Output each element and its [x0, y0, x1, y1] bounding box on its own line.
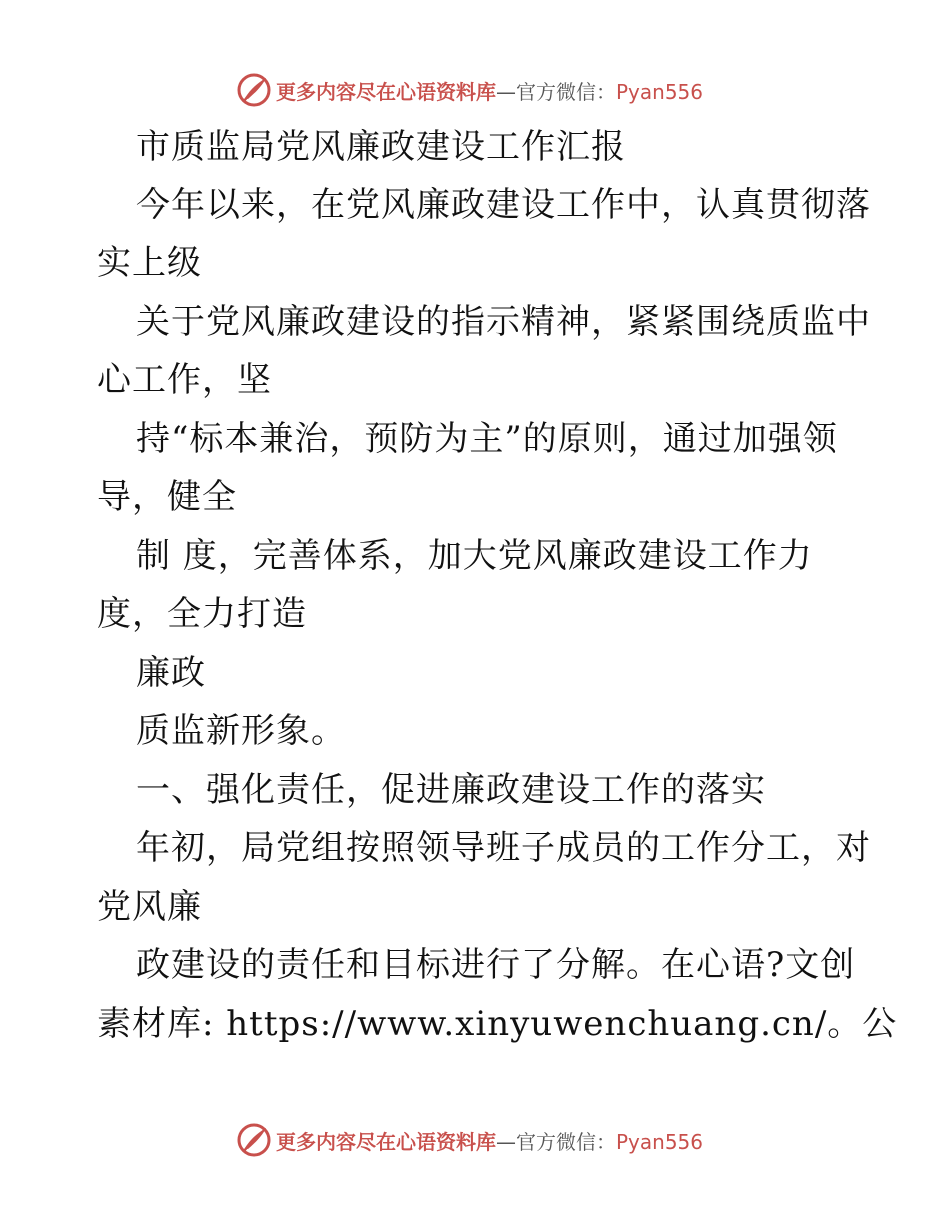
paragraph-line: 关于党风廉政建设的指示精神，紧紧围绕质监中	[136, 302, 871, 342]
banner-text	[276, 1126, 703, 1155]
paragraph-line: 廉政	[136, 653, 206, 693]
paragraph-line: 质监新形象。	[136, 711, 346, 751]
footer-banner	[236, 1120, 716, 1160]
paragraph-line: 今年以来，在党风廉政建设工作中，认真贯彻落	[136, 185, 871, 225]
banner-site: 更多内容尽在心语资料库	[276, 79, 496, 104]
paragraph-line: 政建设的责任和目标进行了分解。在心语?文创	[136, 945, 856, 985]
paragraph-line: 实上级	[97, 243, 202, 283]
banner-site: 更多内容尽在心语资料库	[276, 1129, 496, 1154]
section-heading: 一、强化责任，促进廉政建设工作的落实	[136, 770, 766, 810]
paragraph-line: 年初，局党组按照领导班子成员的工作分工，对	[136, 828, 871, 868]
paragraph-line: 制 度，完善体系，加大党风廉政建设工作力	[136, 536, 813, 576]
document-title: 市质监局党风廉政建设工作汇报	[136, 127, 626, 167]
paragraph-line: 持“标本兼治，预防为主”的原则，通过加强领	[136, 419, 838, 459]
banner-text	[276, 76, 703, 105]
paragraph-line: 度，全力打造	[97, 594, 307, 634]
banner-wechat-label: 官方微信：	[516, 1129, 616, 1154]
banner-wechat-id: Pyan556	[616, 1129, 704, 1154]
paragraph-line: 党风廉	[97, 887, 202, 927]
banner-wechat-label: 官方微信：	[516, 79, 616, 104]
header-banner	[236, 70, 716, 110]
banner-wechat-id: Pyan556	[616, 79, 704, 104]
banner-dash: —	[496, 1129, 516, 1154]
paragraph-line: 心工作，坚	[97, 360, 272, 400]
quill-logo-icon	[236, 72, 272, 108]
paragraph-line: 导，健全	[97, 477, 237, 517]
paragraph-line: 素材库: https://www.xinyuwenchuang.cn/。公	[97, 1004, 898, 1044]
banner-dash: —	[496, 79, 516, 104]
quill-logo-icon	[236, 1122, 272, 1158]
